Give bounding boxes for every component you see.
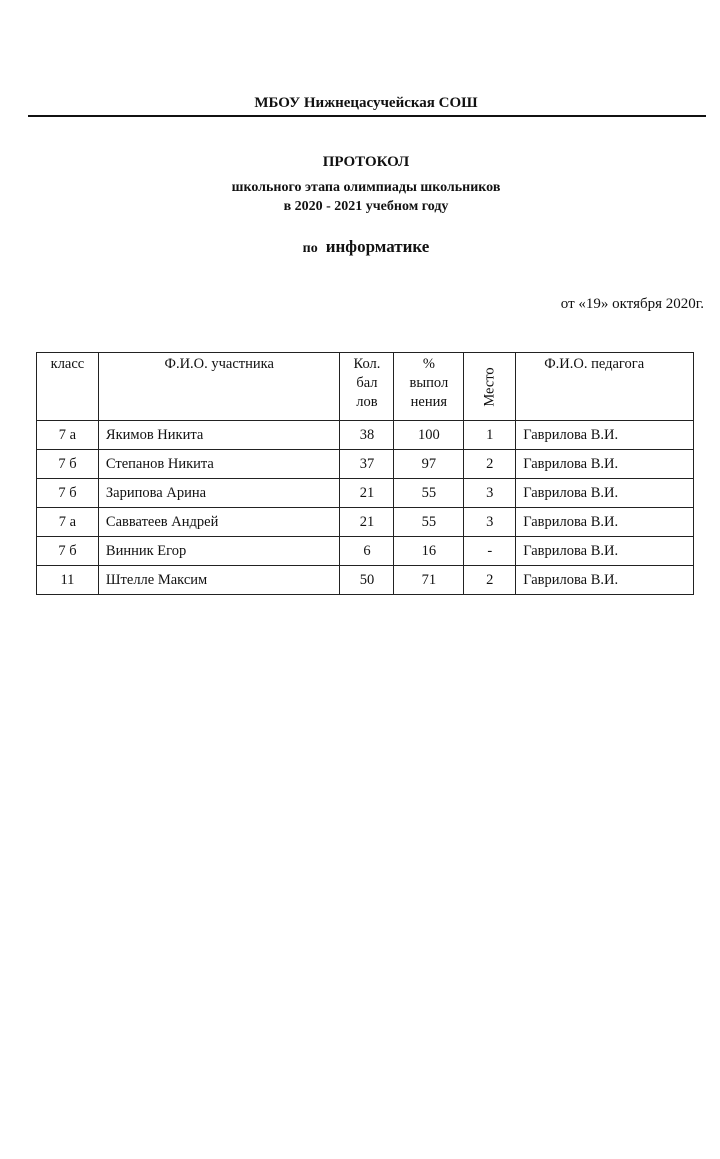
column-header-place <box>464 353 516 421</box>
cell-percent: 16 <box>394 537 464 566</box>
cell-place: 2 <box>464 566 516 595</box>
table-row <box>37 450 694 479</box>
percent-header-line-2: выпол <box>409 375 449 391</box>
cell-teacher: Гаврилова В.И. <box>516 450 694 479</box>
cell-score: 50 <box>340 566 394 595</box>
cell-percent: 55 <box>394 479 464 508</box>
percent-header-line-3: нения <box>410 394 448 410</box>
cell-percent: 71 <box>394 566 464 595</box>
place-header-label: Место <box>481 366 498 407</box>
table-row <box>37 421 694 450</box>
cell-place: 1 <box>464 421 516 450</box>
protocol-subtitle <box>0 178 720 216</box>
score-header-line-1: Кол. <box>353 356 381 372</box>
cell-class: 11 <box>37 566 99 595</box>
column-header-percent <box>394 353 464 421</box>
subject-label: по <box>302 241 318 256</box>
column-header-participant: Ф.И.О. участника <box>98 353 340 421</box>
cell-percent: 55 <box>394 508 464 537</box>
cell-percent: 97 <box>394 450 464 479</box>
subtitle-line-1: школьного этапа олимпиады школьников <box>231 180 501 195</box>
table-row <box>37 537 694 566</box>
table-row <box>37 508 694 537</box>
table-row <box>37 566 694 595</box>
cell-score: 21 <box>340 479 394 508</box>
cell-place: - <box>464 537 516 566</box>
cell-participant: Штелле Максим <box>98 566 340 595</box>
protocol-title: ПРОТОКОЛ <box>322 154 410 170</box>
cell-class: 7 б <box>37 450 99 479</box>
cell-teacher: Гаврилова В.И. <box>516 537 694 566</box>
header-divider <box>28 115 706 117</box>
cell-class: 7 а <box>37 421 99 450</box>
cell-class: 7 б <box>37 479 99 508</box>
cell-class: 7 а <box>37 508 99 537</box>
column-header-teacher: Ф.И.О. педагога <box>516 353 694 421</box>
cell-place: 2 <box>464 450 516 479</box>
column-header-class: класс <box>37 353 99 421</box>
subject-name: информатике <box>325 237 430 256</box>
cell-place: 3 <box>464 479 516 508</box>
cell-teacher: Гаврилова В.И. <box>516 566 694 595</box>
cell-percent: 100 <box>394 421 464 450</box>
cell-score: 21 <box>340 508 394 537</box>
cell-teacher: Гаврилова В.И. <box>516 508 694 537</box>
cell-class: 7 б <box>37 537 99 566</box>
score-header-line-3: лов <box>356 394 378 410</box>
cell-participant: Савватеев Андрей <box>98 508 340 537</box>
cell-score: 37 <box>340 450 394 479</box>
subject-line <box>0 237 720 257</box>
results-table <box>36 352 694 595</box>
cell-score: 6 <box>340 537 394 566</box>
cell-participant: Зарипова Арина <box>98 479 340 508</box>
protocol-date: от «19» октября 2020г. <box>560 296 704 312</box>
cell-participant: Винник Егор <box>98 537 340 566</box>
cell-place: 3 <box>464 508 516 537</box>
cell-participant: Степанов Никита <box>98 450 340 479</box>
percent-header-line-1: % <box>422 356 435 372</box>
cell-teacher: Гаврилова В.И. <box>516 479 694 508</box>
subtitle-line-2: в 2020 - 2021 учебном году <box>283 199 449 214</box>
organization-name: МБОУ Нижнецасучейская СОШ <box>254 95 478 111</box>
cell-score: 38 <box>340 421 394 450</box>
column-header-score <box>340 353 394 421</box>
table-row <box>37 479 694 508</box>
table-header-row <box>37 353 694 421</box>
score-header-line-2: бал <box>356 375 378 391</box>
cell-participant: Якимов Никита <box>98 421 340 450</box>
cell-teacher: Гаврилова В.И. <box>516 421 694 450</box>
